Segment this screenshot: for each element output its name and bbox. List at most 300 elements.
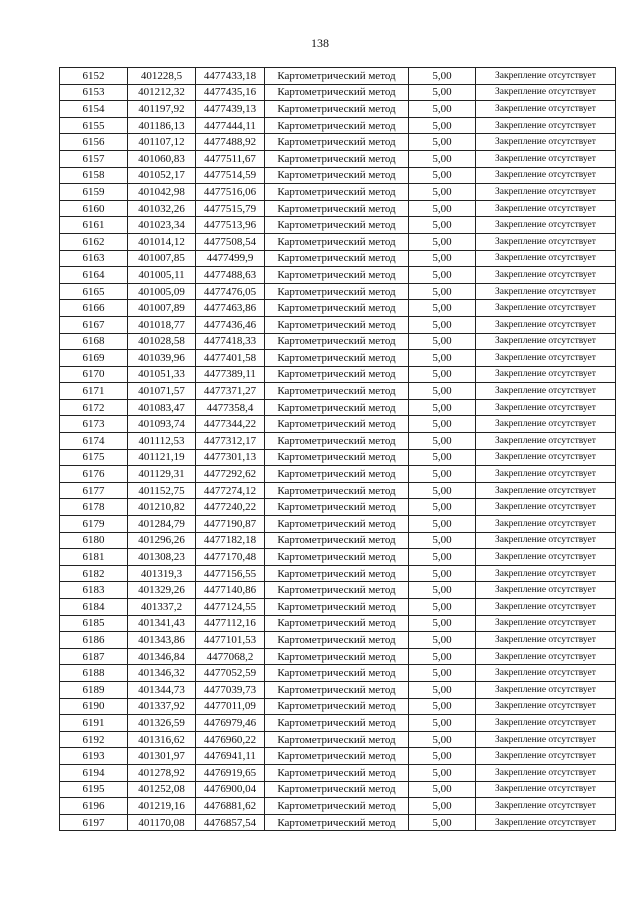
cell-accuracy: 5,00: [409, 416, 476, 433]
cell-method: Картометрический метод: [265, 233, 409, 250]
cell-fixing: Закрепление отсутствует: [476, 582, 616, 599]
cell-point: 6194: [60, 764, 128, 781]
cell-method: Картометрический метод: [265, 582, 409, 599]
cell-method: Картометрический метод: [265, 250, 409, 267]
cell-accuracy: 5,00: [409, 433, 476, 450]
cell-x: 401170,08: [128, 814, 196, 831]
cell-fixing: Закрепление отсутствует: [476, 798, 616, 815]
cell-fixing: Закрепление отсутствует: [476, 150, 616, 167]
cell-fixing: Закрепление отсутствует: [476, 184, 616, 201]
table-row: [60, 499, 616, 516]
cell-accuracy: 5,00: [409, 764, 476, 781]
cell-y: 4477444,11: [196, 117, 265, 134]
cell-method: Картометрический метод: [265, 150, 409, 167]
table-row: [60, 267, 616, 284]
cell-fixing: Закрепление отсутствует: [476, 101, 616, 118]
cell-x: 401228,5: [128, 68, 196, 85]
table-row: [60, 250, 616, 267]
cell-method: Картометрический метод: [265, 117, 409, 134]
cell-point: 6196: [60, 798, 128, 815]
cell-fixing: Закрепление отсутствует: [476, 715, 616, 732]
cell-accuracy: 5,00: [409, 150, 476, 167]
cell-x: 401107,12: [128, 134, 196, 151]
cell-method: Картометрический метод: [265, 814, 409, 831]
cell-fixing: Закрепление отсутствует: [476, 466, 616, 483]
cell-accuracy: 5,00: [409, 316, 476, 333]
cell-method: Картометрический метод: [265, 665, 409, 682]
cell-x: 401039,96: [128, 350, 196, 367]
cell-point: 6171: [60, 383, 128, 400]
cell-accuracy: 5,00: [409, 233, 476, 250]
cell-y: 4477312,17: [196, 433, 265, 450]
cell-y: 4477433,18: [196, 68, 265, 85]
cell-accuracy: 5,00: [409, 300, 476, 317]
cell-method: Картометрический метод: [265, 101, 409, 118]
cell-y: 4477052,59: [196, 665, 265, 682]
cell-x: 401341,43: [128, 615, 196, 632]
cell-accuracy: 5,00: [409, 350, 476, 367]
cell-method: Картометрический метод: [265, 781, 409, 798]
cell-x: 401007,85: [128, 250, 196, 267]
cell-y: 4477516,06: [196, 184, 265, 201]
cell-x: 401005,09: [128, 283, 196, 300]
cell-fixing: Закрепление отсутствует: [476, 648, 616, 665]
table-row: [60, 449, 616, 466]
cell-accuracy: 5,00: [409, 715, 476, 732]
cell-method: Картометрический метод: [265, 798, 409, 815]
cell-y: 4477274,12: [196, 482, 265, 499]
cell-method: Картометрический метод: [265, 217, 409, 234]
table-row: [60, 101, 616, 118]
cell-y: 4477240,22: [196, 499, 265, 516]
cell-point: 6156: [60, 134, 128, 151]
table-row: [60, 599, 616, 616]
cell-point: 6157: [60, 150, 128, 167]
cell-x: 401060,83: [128, 150, 196, 167]
cell-method: Картометрический метод: [265, 748, 409, 765]
cell-accuracy: 5,00: [409, 731, 476, 748]
cell-fixing: Закрепление отсутствует: [476, 599, 616, 616]
table-row: [60, 117, 616, 134]
cell-x: 401308,23: [128, 549, 196, 566]
cell-point: 6164: [60, 267, 128, 284]
cell-x: 401326,59: [128, 715, 196, 732]
cell-point: 6175: [60, 449, 128, 466]
cell-accuracy: 5,00: [409, 267, 476, 284]
table-row: [60, 665, 616, 682]
table-row: [60, 516, 616, 533]
cell-accuracy: 5,00: [409, 632, 476, 649]
cell-fixing: Закрепление отсутствует: [476, 433, 616, 450]
cell-method: Картометрический метод: [265, 516, 409, 533]
cell-x: 401018,77: [128, 316, 196, 333]
cell-method: Картометрический метод: [265, 565, 409, 582]
cell-accuracy: 5,00: [409, 283, 476, 300]
cell-method: Картометрический метод: [265, 648, 409, 665]
table-row: [60, 233, 616, 250]
cell-x: 401319,3: [128, 565, 196, 582]
cell-x: 401028,58: [128, 333, 196, 350]
coordinates-table-body: [60, 68, 616, 831]
cell-x: 401316,62: [128, 731, 196, 748]
table-row: [60, 565, 616, 582]
table-row: [60, 764, 616, 781]
cell-accuracy: 5,00: [409, 250, 476, 267]
cell-y: 4477488,63: [196, 267, 265, 284]
cell-point: 6163: [60, 250, 128, 267]
cell-x: 401129,31: [128, 466, 196, 483]
cell-point: 6158: [60, 167, 128, 184]
cell-y: 4477439,13: [196, 101, 265, 118]
table-row: [60, 283, 616, 300]
cell-x: 401346,84: [128, 648, 196, 665]
table-row: [60, 731, 616, 748]
cell-y: 4477435,16: [196, 84, 265, 101]
cell-point: 6168: [60, 333, 128, 350]
cell-fixing: Закрепление отсутствует: [476, 233, 616, 250]
cell-x: 401210,82: [128, 499, 196, 516]
table-row: [60, 466, 616, 483]
cell-y: 4476919,65: [196, 764, 265, 781]
cell-method: Картометрический метод: [265, 184, 409, 201]
cell-fixing: Закрепление отсутствует: [476, 748, 616, 765]
cell-fixing: Закрепление отсутствует: [476, 549, 616, 566]
cell-x: 401042,98: [128, 184, 196, 201]
cell-point: 6172: [60, 399, 128, 416]
cell-x: 401219,16: [128, 798, 196, 815]
cell-x: 401252,08: [128, 781, 196, 798]
table-row: [60, 532, 616, 549]
cell-fixing: Закрепление отсутствует: [476, 217, 616, 234]
cell-y: 4477301,13: [196, 449, 265, 466]
table-row: [60, 433, 616, 450]
cell-x: 401093,74: [128, 416, 196, 433]
cell-method: Картометрический метод: [265, 68, 409, 85]
cell-accuracy: 5,00: [409, 532, 476, 549]
cell-accuracy: 5,00: [409, 134, 476, 151]
cell-y: 4477068,2: [196, 648, 265, 665]
cell-fixing: Закрепление отсутствует: [476, 68, 616, 85]
cell-y: 4477112,16: [196, 615, 265, 632]
cell-accuracy: 5,00: [409, 565, 476, 582]
cell-y: 4477358,4: [196, 399, 265, 416]
cell-y: 4476857,54: [196, 814, 265, 831]
cell-accuracy: 5,00: [409, 217, 476, 234]
cell-point: 6152: [60, 68, 128, 85]
table-row: [60, 615, 616, 632]
table-row: [60, 681, 616, 698]
cell-point: 6155: [60, 117, 128, 134]
cell-accuracy: 5,00: [409, 615, 476, 632]
cell-fixing: Закрепление отсутствует: [476, 565, 616, 582]
table-row: [60, 84, 616, 101]
cell-accuracy: 5,00: [409, 798, 476, 815]
table-row: [60, 648, 616, 665]
cell-method: Картометрический метод: [265, 366, 409, 383]
cell-y: 4477170,48: [196, 549, 265, 566]
cell-point: 6162: [60, 233, 128, 250]
cell-point: 6173: [60, 416, 128, 433]
cell-method: Картометрический метод: [265, 333, 409, 350]
table-row: [60, 582, 616, 599]
cell-fixing: Закрепление отсутствует: [476, 449, 616, 466]
cell-method: Картометрический метод: [265, 383, 409, 400]
cell-accuracy: 5,00: [409, 399, 476, 416]
table-row: [60, 383, 616, 400]
cell-accuracy: 5,00: [409, 482, 476, 499]
cell-point: 6170: [60, 366, 128, 383]
cell-point: 6153: [60, 84, 128, 101]
cell-point: 6167: [60, 316, 128, 333]
cell-method: Картометрический метод: [265, 283, 409, 300]
cell-method: Картометрический метод: [265, 615, 409, 632]
cell-method: Картометрический метод: [265, 482, 409, 499]
cell-x: 401121,19: [128, 449, 196, 466]
table-row: [60, 300, 616, 317]
cell-method: Картометрический метод: [265, 84, 409, 101]
cell-accuracy: 5,00: [409, 748, 476, 765]
cell-y: 4477499,9: [196, 250, 265, 267]
cell-point: 6176: [60, 466, 128, 483]
table-row: [60, 748, 616, 765]
cell-method: Картометрический метод: [265, 350, 409, 367]
cell-x: 401278,92: [128, 764, 196, 781]
table-row: [60, 416, 616, 433]
cell-accuracy: 5,00: [409, 814, 476, 831]
cell-fixing: Закрепление отсутствует: [476, 366, 616, 383]
cell-accuracy: 5,00: [409, 117, 476, 134]
cell-accuracy: 5,00: [409, 698, 476, 715]
cell-fixing: Закрепление отсутствует: [476, 267, 616, 284]
cell-fixing: Закрепление отсутствует: [476, 283, 616, 300]
table-row: [60, 217, 616, 234]
cell-x: 401112,53: [128, 433, 196, 450]
table-row: [60, 366, 616, 383]
cell-accuracy: 5,00: [409, 681, 476, 698]
cell-y: 4476979,46: [196, 715, 265, 732]
cell-method: Картометрический метод: [265, 433, 409, 450]
cell-point: 6197: [60, 814, 128, 831]
table-row: [60, 68, 616, 85]
cell-fixing: Закрепление отсутствует: [476, 200, 616, 217]
cell-point: 6189: [60, 681, 128, 698]
cell-fixing: Закрепление отсутствует: [476, 615, 616, 632]
cell-method: Картометрический метод: [265, 698, 409, 715]
cell-x: 401329,26: [128, 582, 196, 599]
table-row: [60, 184, 616, 201]
cell-y: 4476941,11: [196, 748, 265, 765]
table-row: [60, 350, 616, 367]
cell-fixing: Закрепление отсутствует: [476, 632, 616, 649]
cell-x: 401197,92: [128, 101, 196, 118]
cell-point: 6180: [60, 532, 128, 549]
cell-method: Картометрический метод: [265, 532, 409, 549]
cell-accuracy: 5,00: [409, 648, 476, 665]
cell-point: 6195: [60, 781, 128, 798]
cell-accuracy: 5,00: [409, 466, 476, 483]
cell-method: Картометрический метод: [265, 449, 409, 466]
cell-point: 6169: [60, 350, 128, 367]
cell-fixing: Закрепление отсутствует: [476, 532, 616, 549]
cell-accuracy: 5,00: [409, 333, 476, 350]
table-row: [60, 200, 616, 217]
cell-method: Картометрический метод: [265, 466, 409, 483]
cell-x: 401071,57: [128, 383, 196, 400]
cell-method: Картометрический метод: [265, 715, 409, 732]
cell-fixing: Закрепление отсутствует: [476, 482, 616, 499]
cell-accuracy: 5,00: [409, 549, 476, 566]
cell-method: Картометрический метод: [265, 499, 409, 516]
table-row: [60, 549, 616, 566]
cell-x: 401051,33: [128, 366, 196, 383]
cell-method: Картометрический метод: [265, 681, 409, 698]
cell-accuracy: 5,00: [409, 599, 476, 616]
cell-fixing: Закрепление отсутствует: [476, 399, 616, 416]
table-row: [60, 399, 616, 416]
cell-y: 4477488,92: [196, 134, 265, 151]
cell-fixing: Закрепление отсутствует: [476, 764, 616, 781]
cell-accuracy: 5,00: [409, 84, 476, 101]
cell-x: 401337,2: [128, 599, 196, 616]
cell-method: Картометрический метод: [265, 764, 409, 781]
cell-y: 4477476,05: [196, 283, 265, 300]
cell-x: 401032,26: [128, 200, 196, 217]
cell-x: 401346,32: [128, 665, 196, 682]
cell-fixing: Закрепление отсутствует: [476, 416, 616, 433]
cell-point: 6182: [60, 565, 128, 582]
cell-fixing: Закрепление отсутствует: [476, 781, 616, 798]
cell-method: Картометрический метод: [265, 731, 409, 748]
cell-x: 401152,75: [128, 482, 196, 499]
cell-y: 4476881,62: [196, 798, 265, 815]
cell-fixing: Закрепление отсутствует: [476, 117, 616, 134]
cell-method: Картометрический метод: [265, 599, 409, 616]
cell-y: 4477436,46: [196, 316, 265, 333]
cell-point: 6166: [60, 300, 128, 317]
cell-y: 4477401,58: [196, 350, 265, 367]
cell-y: 4477344,22: [196, 416, 265, 433]
cell-fixing: Закрепление отсутствует: [476, 814, 616, 831]
cell-point: 6165: [60, 283, 128, 300]
cell-x: 401083,47: [128, 399, 196, 416]
cell-accuracy: 5,00: [409, 383, 476, 400]
table-row: [60, 698, 616, 715]
cell-fixing: Закрепление отсутствует: [476, 316, 616, 333]
cell-y: 4477513,96: [196, 217, 265, 234]
cell-y: 4477039,73: [196, 681, 265, 698]
table-row: [60, 814, 616, 831]
table-row: [60, 715, 616, 732]
cell-fixing: Закрепление отсутствует: [476, 300, 616, 317]
cell-y: 4477140,86: [196, 582, 265, 599]
cell-y: 4477371,27: [196, 383, 265, 400]
cell-point: 6154: [60, 101, 128, 118]
cell-point: 6160: [60, 200, 128, 217]
cell-fixing: Закрепление отсутствует: [476, 516, 616, 533]
cell-point: 6191: [60, 715, 128, 732]
cell-point: 6174: [60, 433, 128, 450]
cell-fixing: Закрепление отсутствует: [476, 134, 616, 151]
cell-fixing: Закрепление отсутствует: [476, 681, 616, 698]
cell-fixing: Закрепление отсутствует: [476, 250, 616, 267]
cell-accuracy: 5,00: [409, 68, 476, 85]
cell-accuracy: 5,00: [409, 184, 476, 201]
cell-point: 6183: [60, 582, 128, 599]
table-row: [60, 333, 616, 350]
cell-point: 6181: [60, 549, 128, 566]
cell-y: 4477292,62: [196, 466, 265, 483]
cell-accuracy: 5,00: [409, 449, 476, 466]
cell-y: 4477511,67: [196, 150, 265, 167]
cell-fixing: Закрепление отсутствует: [476, 731, 616, 748]
cell-y: 4477156,55: [196, 565, 265, 582]
cell-x: 401337,92: [128, 698, 196, 715]
cell-accuracy: 5,00: [409, 582, 476, 599]
cell-y: 4477124,55: [196, 599, 265, 616]
cell-x: 401014,12: [128, 233, 196, 250]
cell-x: 401284,79: [128, 516, 196, 533]
cell-accuracy: 5,00: [409, 499, 476, 516]
cell-x: 401296,26: [128, 532, 196, 549]
cell-x: 401007,89: [128, 300, 196, 317]
cell-y: 4477101,53: [196, 632, 265, 649]
table-row: [60, 798, 616, 815]
cell-point: 6186: [60, 632, 128, 649]
cell-y: 4477418,33: [196, 333, 265, 350]
cell-fixing: Закрепление отсутствует: [476, 333, 616, 350]
table-row: [60, 316, 616, 333]
cell-x: 401344,73: [128, 681, 196, 698]
cell-y: 4476900,04: [196, 781, 265, 798]
cell-y: 4476960,22: [196, 731, 265, 748]
cell-fixing: Закрепление отсутствует: [476, 167, 616, 184]
table-row: [60, 150, 616, 167]
cell-point: 6179: [60, 516, 128, 533]
cell-y: 4477182,18: [196, 532, 265, 549]
cell-point: 6184: [60, 599, 128, 616]
cell-method: Картометрический метод: [265, 549, 409, 566]
cell-method: Картометрический метод: [265, 316, 409, 333]
cell-y: 4477515,79: [196, 200, 265, 217]
cell-point: 6192: [60, 731, 128, 748]
cell-fixing: Закрепление отсутствует: [476, 698, 616, 715]
cell-x: 401052,17: [128, 167, 196, 184]
cell-fixing: Закрепление отсутствует: [476, 499, 616, 516]
cell-point: 6185: [60, 615, 128, 632]
cell-method: Картометрический метод: [265, 416, 409, 433]
cell-method: Картометрический метод: [265, 399, 409, 416]
cell-method: Картометрический метод: [265, 200, 409, 217]
cell-accuracy: 5,00: [409, 200, 476, 217]
cell-point: 6159: [60, 184, 128, 201]
table-row: [60, 632, 616, 649]
cell-y: 4477463,86: [196, 300, 265, 317]
cell-y: 4477190,87: [196, 516, 265, 533]
cell-accuracy: 5,00: [409, 101, 476, 118]
cell-fixing: Закрепление отсутствует: [476, 665, 616, 682]
cell-x: 401023,34: [128, 217, 196, 234]
cell-accuracy: 5,00: [409, 167, 476, 184]
cell-method: Картометрический метод: [265, 267, 409, 284]
table-row: [60, 134, 616, 151]
cell-x: 401212,32: [128, 84, 196, 101]
cell-point: 6190: [60, 698, 128, 715]
cell-point: 6193: [60, 748, 128, 765]
table-row: [60, 167, 616, 184]
cell-point: 6178: [60, 499, 128, 516]
cell-y: 4477508,54: [196, 233, 265, 250]
cell-method: Картометрический метод: [265, 134, 409, 151]
